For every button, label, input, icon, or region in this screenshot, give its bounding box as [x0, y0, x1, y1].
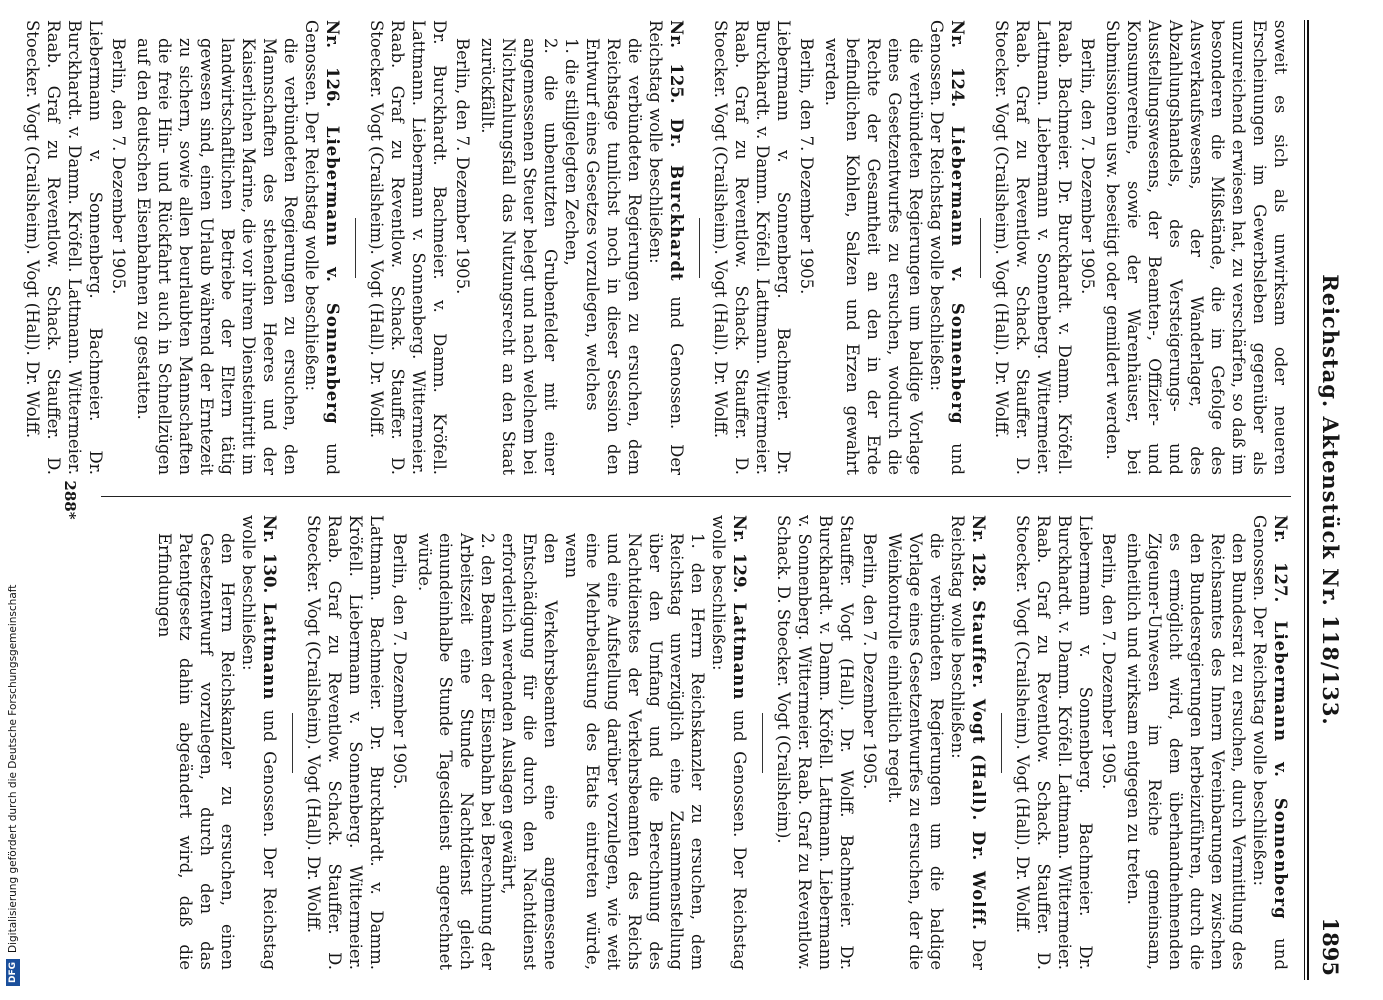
column-divider — [101, 496, 1291, 497]
motion-suffix: und Genossen. — [302, 20, 342, 476]
section-separator — [762, 713, 763, 773]
motion-date: Berlin, den 7. Dezember 1905. — [390, 533, 409, 790]
motion-body: den Herrn Reichskanzler zu ersuchen, einen Gesetzentwurf vorzulegen, durch den das Patentgesetz dahin abgeändert wird, daß die Erfindungen — [155, 533, 237, 970]
motion-item: 2. die unbenutzten Grubenfelder mit einer angemessenen Steuer belegt und nach welchem bei Nichtzahlungsfall das Nutzungsrecht an den Staat zurückfällt. — [478, 38, 560, 475]
motion-127 — [1012, 515, 1291, 970]
motion-124 — [710, 20, 968, 475]
left-column — [23, 20, 1291, 476]
motion-125 — [366, 20, 687, 475]
motion-signers: Liebermann v. Sonnenberg. Bachmeier. Dr. Burckhardt. v. Damm. Kröfell. Lattmann. Wittermeier. Raab. Graf zu Reventlow. Schack. Stauffer. D. Stoecker. Vogt (Crailsheim). Vogt (Hall). Dr. Wolff. — [23, 20, 105, 475]
motion-sponsor: Lattmann — [730, 602, 749, 701]
header-rule — [1304, 20, 1309, 980]
motion-signers: Lattmann. Bachmeier. Dr. Burckhardt. v. Damm. Kröfell. Liebermann v. Sonnenberg. Wittermeier. Raab. Graf zu Reventlow. Schack. Stauffer. D. Stoecker. Vogt (Crailsheim). Vogt (Hall). Dr. Wolff. — [304, 515, 386, 970]
motion-date: Berlin, den 7. Dezember 1905. — [1099, 533, 1118, 790]
page-signature-mark: 288* — [61, 480, 79, 520]
motion-signers: Stauffer. Vogt (Hall). Dr. Wolff. Bachmeier. Dr. Burckhardt. v. Damm. Kröfell. Lattmann. Liebermann v. Sonnenberg. Wittermeier. Raab. Graf zu Reventlow. Schack. D. Stoecker. Vogt (Crailsheim). — [774, 515, 856, 970]
section-separator — [292, 713, 293, 773]
motion-body: die verbündeten Regierungen zu ersuchen, dem Reichstage tunlichst noch in dieser Session den Entwurf eines Gesetzes vorzulegen, welches — [583, 38, 644, 475]
motion-suffix: und Genossen. — [927, 20, 967, 476]
motion-number: Nr. 129. — [730, 515, 749, 594]
motion-suffix: Der Reichstag wolle beschließen: — [948, 515, 988, 971]
dfg-logo: DFG — [6, 959, 20, 986]
motion-item-sub: den Verkehrsbeamten eine angemessene Entschädigung für die durch den Nachtdienst erforderlich werdenden Auslagen gewährt, — [499, 533, 560, 970]
motion-129 — [303, 515, 750, 970]
motion-128 — [773, 515, 989, 970]
page-number: 1895 — [1318, 917, 1343, 976]
motion-suffix: und Genossen. — [1250, 515, 1290, 971]
motion-item: 1. den Herrn Reichskanzler zu ersuchen, dem Reichstag unverzüglich eine Zusammenstellung über den Umfang und die Berechnung des Nachtdienstes der Verkehrsbeamten des Reichs und eine Aufstellung darüber vorzulegen, wie weit eine Mehrbelastung des Etats eintreten würde, wenn — [562, 533, 707, 970]
motion-sponsor: Dr. Burckhardt — [667, 118, 686, 282]
right-column — [101, 515, 1291, 970]
section-separator — [980, 218, 981, 278]
motion-signers: Liebermann v. Sonnenberg. Bachmeier. Dr. Burckhardt. v. Damm. Kröfell. Lattmann. Wittermeier. Raab. Graf zu Reventlow. Schack. Stauffer. D. Stoecker. Vogt (Crailsheim). Vogt (Hall). Dr. Wolff. — [711, 20, 793, 475]
continuation-date: Berlin, den 7. Dezember 1905. — [1078, 38, 1097, 295]
motion-date: Berlin, den 7. Dezember 1905. — [860, 533, 879, 790]
motion-number: Nr. 124. — [948, 20, 967, 108]
motion-item: 1. die stillgelegten Zechen, — [562, 38, 581, 266]
motion-signers: Dr. Burckhardt. Bachmeier. v. Damm. Kröfell. Lattmann. Liebermann v. Sonnenberg. Wittermeier. Raab. Graf zu Reventlow. Schack. Stauffer. D. Stoecker. Vogt (Crailsheim). Vogt (Hall). Dr. Wolff. — [367, 20, 449, 475]
motion-body: die verbündeten Regierungen zu ersuchen, den Mannschaften des stehenden Heeres und der Kaiserlichen Marine, die vor ihrem Diensteintritt im landwirtschaftlichen Betriebe der Eltern tätig gewesen sind, einen Urlaub während der Erntezeit zu sichern, sowie allen beurlaubten Mannschaften die freie Hin- und Rückfahrt auch in Schnellzügen auf den deutschen Eisenbahnen zu gestatten. — [134, 38, 300, 475]
motion-suffix: und Genossen. Der Reichstag wolle beschließen: — [239, 515, 279, 971]
motion-date: Berlin, den 7. Dezember 1905. — [797, 38, 816, 295]
motion-prelude: Der Reichstag wolle beschließen: — [927, 111, 946, 392]
motion-date: Berlin, den 7. Dezember 1905. — [109, 38, 128, 295]
motion-number: Nr. 130. — [260, 515, 279, 594]
motion-sponsor: Liebermann v. Sonnenberg — [948, 125, 967, 425]
section-separator — [699, 218, 700, 278]
motion-item: 2. den Beamten der Eisenbahn bei Berechnung der Arbeitszeit eine Stunde Nachtdienst gleich einundeinhalbe Stunde Tagesdienst angerechnet würde. — [415, 533, 497, 970]
motion-heading — [947, 515, 989, 970]
digitization-credit — [2, 0, 24, 1000]
credit-text: Digitalisierung gefördert durch die Deutsche Forschungsgemeinschaft — [7, 584, 19, 953]
motion-number: Nr. 127. — [1271, 515, 1290, 603]
motion-heading — [708, 515, 750, 970]
motion-signers: Liebermann v. Sonnenberg. Bachmeier. Dr. Burckhardt. v. Damm. Kröfell. Lattmann. Wittermeier. Raab. Graf zu Reventlow. Schack. Stauffer. D. Stoecker. Vogt (Crailsheim). Vogt (Hall). Dr. Wolff. — [1013, 515, 1095, 970]
motion-number: Nr. 126. — [323, 20, 342, 108]
motion-suffix: und Genossen. Der Reichstag wolle beschließen: — [709, 515, 749, 971]
motion-sponsor: Liebermann v. Sonnenberg — [323, 125, 342, 425]
section-separator — [1001, 713, 1002, 773]
motion-prelude: Der Reichstag wolle beschließen: — [1250, 606, 1269, 887]
motion-prelude: Der Reichstag wolle beschließen: — [302, 111, 321, 392]
section-separator — [355, 218, 356, 278]
page-header-title: Reichstag. Aktenstück Nr. 118/133. — [1318, 274, 1343, 726]
rotated-document-page — [23, 20, 1345, 980]
motion-number: Nr. 125. — [667, 20, 686, 104]
motion-heading — [1249, 515, 1291, 970]
continuation-signers: Raab. Bachmeier. Dr. Burckhardt. v. Damm. Kröfell. Lattmann. Liebermann v. Sonnenberg. Wittermeier. Raab. Graf zu Reventlow. Schack. Stauffer. D. Stoecker. Vogt (Crailsheim). Vogt (Hall). Dr. Wolff. — [992, 20, 1074, 475]
motion-sponsor: Lattmann — [260, 602, 279, 701]
motion-number: Nr. 128. — [969, 515, 988, 592]
motion-suffix: und Genossen. Der Reichstag wolle beschließen: — [646, 20, 686, 475]
motion-body: die verbündeten Regierungen um die baldige Vorlage eines Gesetzentwurfes zu ersuchen, der die Weinkontrolle einheitlich regelt. — [885, 533, 946, 970]
motion-heading — [645, 20, 687, 475]
continuation-text: soweit es sich als unwirksam oder neueren Erscheinungen im Gewerbsleben gegenüber als unzureichend erwiesen hat, zu verschärfen, so daß im besonderen die Mißstände, die im Gefolge des Ausverkaufswesens, der Wanderlager, des Abzahlungshandels, des Versteigerungs- und Ausstellungswesens, der Beamten-, Offizier- und Konsumvereine, sowie der Warenhäuser, bei Submissionen usw. beseitigt oder gemildert werden. — [1103, 20, 1290, 475]
motion-sponsor: Stauffer. Vogt (Hall). Dr. Wolff. — [969, 600, 988, 931]
motion-heading — [926, 20, 968, 475]
motion-date: Berlin, den 7. Dezember 1905. — [453, 38, 472, 295]
motion-body: die verbündeten Regierungen um baldige Vorlage eines Gesetzentwurfes zu ersuchen, wodurch die Rechte der Gesamtheit an den in der Erde befindlichen Kohlen, Salzen und Erzen gewahrt werden. — [822, 38, 925, 475]
motion-heading — [301, 20, 343, 475]
motion-130 — [154, 515, 280, 970]
motion-heading — [238, 515, 280, 970]
motion-body: den Bundesrat zu ersuchen, durch Vermittlung des Reichsamtes des Innern Vereinbarungen zwischen den Bundesregierungen herbeizuführen, durch die es ermöglicht wird, dem überhandnehmenden Zigeuner-Unwesen im Reiche gemeinsam, einheitlich und wirksam entgegen zu treten. — [1124, 533, 1248, 970]
motion-sponsor: Liebermann v. Sonnenberg — [1271, 620, 1290, 920]
